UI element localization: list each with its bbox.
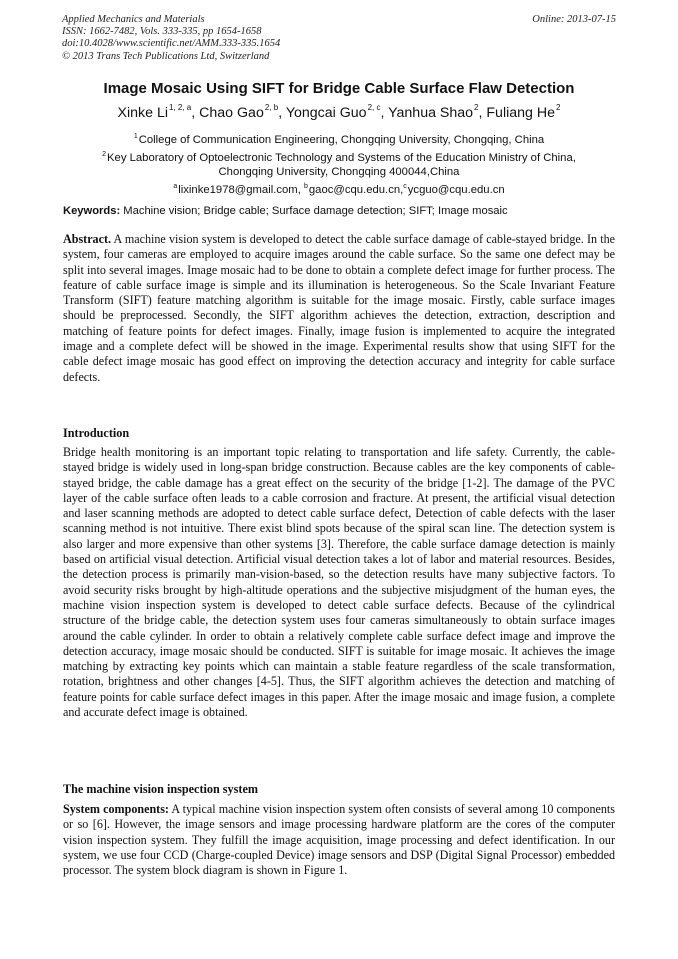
keywords-label: Keywords: xyxy=(63,205,121,217)
author-list xyxy=(40,103,638,121)
author: Yanhua Shao$^2$, xyxy=(388,103,487,121)
online-date: Online: 2013-07-15 xyxy=(532,14,616,25)
abstract-label: Abstract. xyxy=(63,232,112,246)
journal-header xyxy=(62,14,280,63)
system-components-text: A typical machine vision inspection system often consists of several among 10 components or so [6]. However, the image sensors and image processing hardware platform are the cores of the computer vision inspection system. They fulfill the image acquisition, image processing and defect identification. In our system, we use four CCD (Charge-coupled Device) image sensors and DSP (Digital Signal Processor) embedded processor. The system block diagram is shown in Figure 1. xyxy=(63,802,615,878)
section-heading-machine-vision: The machine vision inspection system xyxy=(63,782,259,796)
keywords xyxy=(63,205,623,217)
author: Fuliang He$^2$ xyxy=(486,103,561,121)
doi-line[interactable]: doi:10.4028/www.scientific.net/AMM.333-335.1654 xyxy=(62,38,281,50)
system-components-label: System components: xyxy=(63,802,169,816)
introduction-paragraph: Bridge health monitoring is an important topic relating to transportation and life safety. Currently, the cable-stayed bridge is widely used in long-span bridge construction. Because cables are the key components of cable-stayed bridge, the cable damage has a great effect on the security of the bridge [1-2]. The damage of the PVC layer of the cable surface often leads to a cable corrosion and fracture. At present, the artificial visual detection and laser scanning methods are adopted to detect cable surface defect, Detection of cable defects with the laser scanning method is not intuitive. There exist blind spots because of the spiral scan line. The detection system is also larger and more expensive than other systems [3]. Therefore, the cable surface damage detection is mainly based on artificial visual detection. Artificial visual detection takes a lot of labor and material resources. Besides, the detection process is primarily man-vision-based, so the detection results have many subjective factors. To avoid security risks brought by high-altitude operations and the subjective misjudgment of the human eyes, the machine vision inspection system is developed to detect cable surface defects. Because of the cylindrical structure of the bridge cable, the detection system uses four cameras simultaneously to obtain surface images around the cable cylinder. In order to obtain a relatively complete cable surface defect image and improve the detection accuracy, image mosaic should be conducted. SIFT is suitable for image mosaic. It achieves the image matching by extracting key points which can maintain a stable feature regardless of the scale transformation, rotation, brightness and other changes [4-5]. Thus, the SIFT algorithm achieves the detection and matching of feature points for cable surface defect images in this paper. After the image mosaic and image fusion, a complete and accurate defect image is obtained. xyxy=(63,445,615,720)
affiliations xyxy=(40,130,638,197)
section-heading-introduction: Introduction xyxy=(63,426,130,440)
author: Yongcai Guo$^{2, c}$, xyxy=(285,103,389,121)
issn-line: ISSN: 1662-7482, Vols. 333-335, pp 1654-1658 xyxy=(62,26,262,38)
author-emails: $^a$lixinke1978@gmail.com, $^b$gaoc@cqu.edu.cn,$^c$ycguo@cqu.edu.cn xyxy=(173,182,505,196)
paper-title: Image Mosaic Using SIFT for Bridge Cable Surface Flaw Detection xyxy=(103,80,575,97)
affiliation-2-cont: Chongqing University, Chongqing 400044,China xyxy=(218,166,460,179)
keywords-text: Machine vision; Bridge cable; Surface damage detection; SIFT; Image mosaic xyxy=(120,205,508,217)
system-components-paragraph xyxy=(63,802,615,878)
abstract xyxy=(63,232,615,385)
copyright-line: © 2013 Trans Tech Publications Ltd, Switzerland xyxy=(62,50,270,62)
author: Xinke Li$^{1, 2, a}$, xyxy=(117,103,200,121)
journal-name: Applied Mechanics and Materials xyxy=(62,14,205,25)
abstract-text: A machine vision system is developed to detect the cable surface damage of cable-stayed bridge. In the system, four cameras are employed to acquire images around the cable surface. So the same one defect may be split into several images. Image mosaic had to be done to obtain a complete defect image for further process. The feature of cable surface image is simple and its illumination is heterogeneous. So the Scale Invariant Feature Transform (SIFT) feature matching algorithm is suitable for the image mosaic. Firstly, cable surface images should be preprocessed. Secondly, the SIFT algorithm achieves the detection, extraction, description and matching of feature points for defect images. Finally, image fusion is implemented to acquire the integrated image and a complete defect will be showed in the image. Experimental results show that using SIFT for the cable defect image mosaic has good effect on improving the detection accuracy and integrity for cable surface defects. xyxy=(63,232,615,384)
author: Chao Gao$^{2, b}$, xyxy=(199,103,286,121)
affiliation-1: $^1$College of Communication Engineering, Chongqing University, Chongqing, China xyxy=(133,133,545,146)
affiliation-2: $^2$Key Laboratory of Optoelectronic Technology and Systems of the Education Ministry of China, xyxy=(102,150,576,164)
